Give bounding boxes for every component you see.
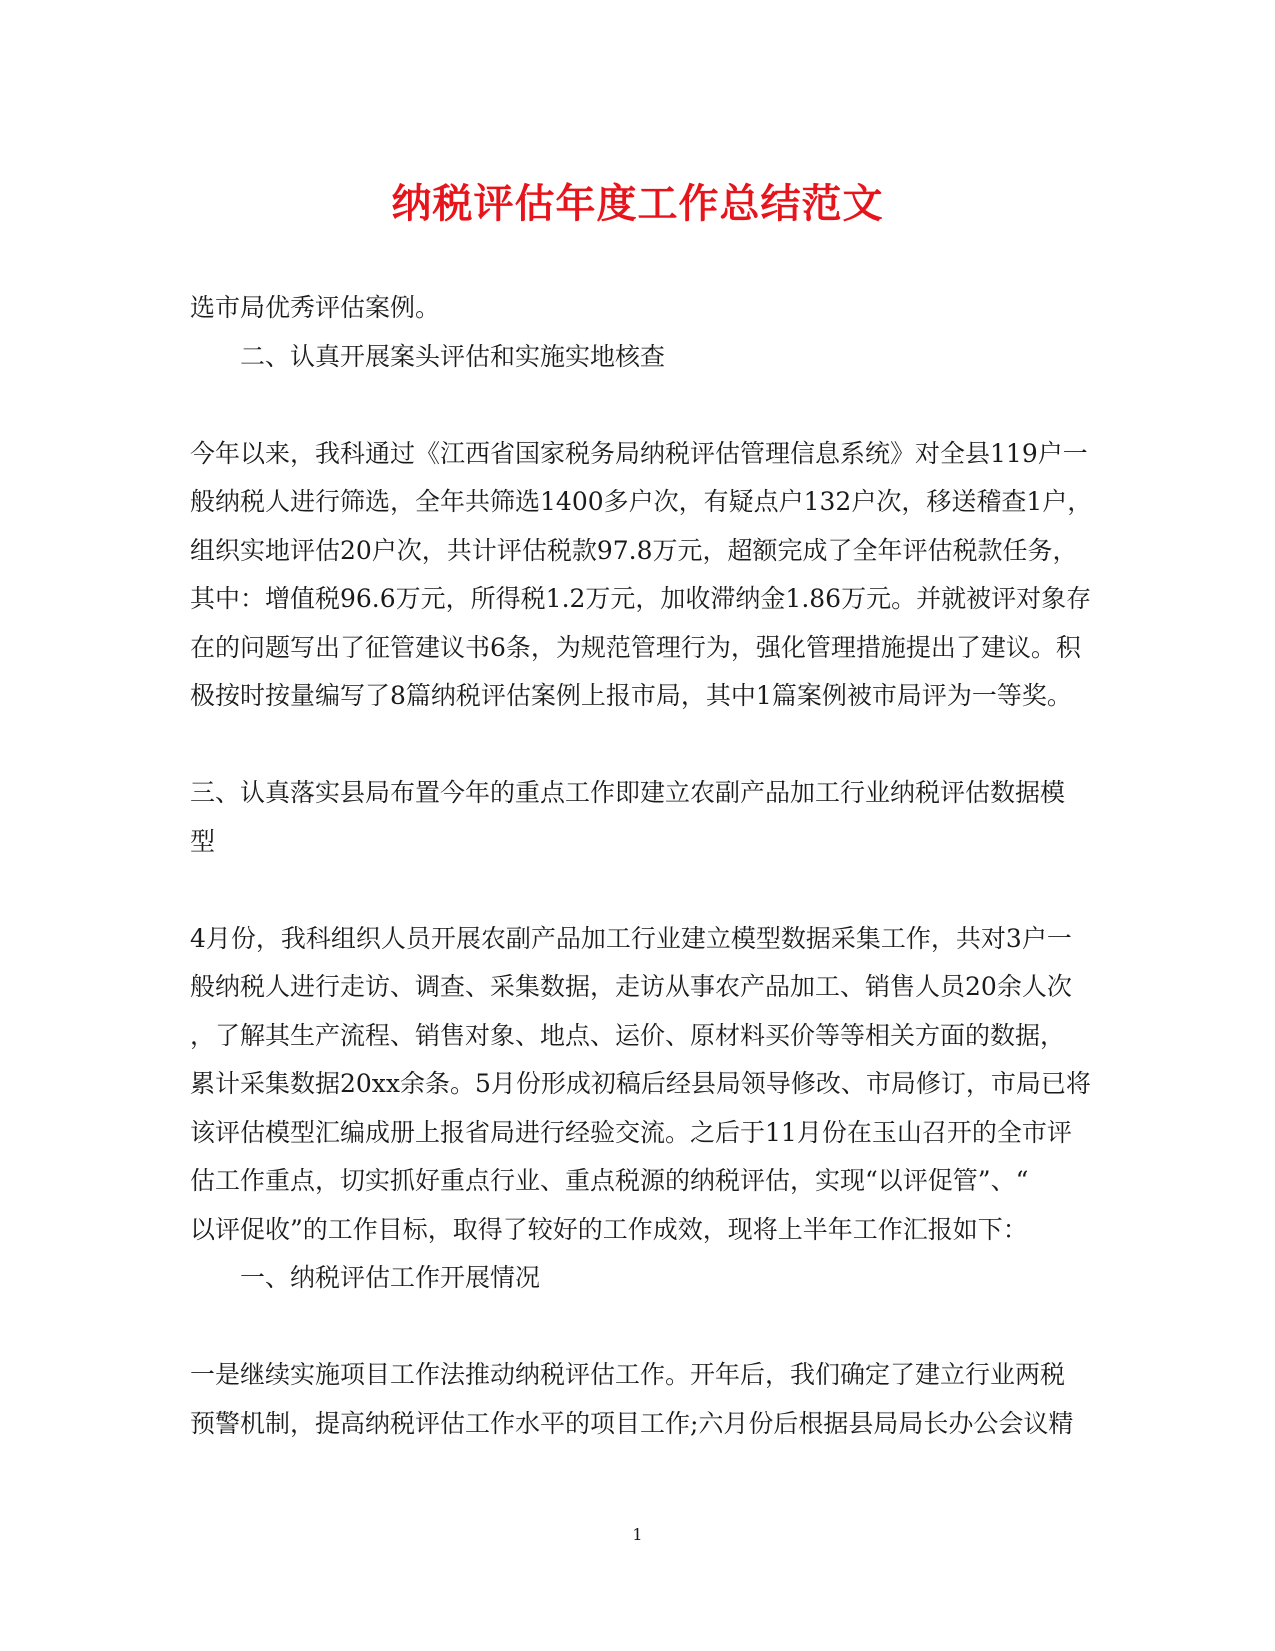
body-line: 选市局优秀评估案例。 — [190, 293, 441, 322]
body-line: 在的问题写出了征管建议书6条，为规范管理行为，强化管理措施提出了建议。积 — [190, 632, 1081, 662]
body-line: 组织实地评估20户次，共计评估税款97.8万元，超额完成了全年评估税款任务， — [190, 535, 1078, 565]
body-line: 今年以来，我科通过《江西省国家税务局纳税评估管理信息系统》对全县119户一 — [190, 438, 1088, 468]
body-line: 其中：增值税96.6万元，所得税1.2万元，加收滞纳金1.86万元。并就被评对象存 — [190, 584, 1092, 613]
section-heading: 二、认真开展案头评估和实施实地核查 — [240, 341, 666, 371]
body-line: 预警机制，提高纳税评估工作水平的项目工作;六月份后根据县局局长办公会议精 — [190, 1408, 1074, 1438]
document-title: 纳税评估年度工作总结范文 — [391, 180, 884, 227]
paragraph-gap — [190, 1303, 1080, 1352]
body-line: 累计采集数据20xx余条。5月份形成初稿后经县局领导修改、市局修订，市局已将 — [190, 1069, 1091, 1098]
document-body — [190, 284, 1093, 1448]
section-heading: 三、认真落实县局布置今年的重点工作即建立农副产品加工行业纳税评估数据模 — [190, 778, 1066, 807]
paragraph-gap — [190, 381, 1080, 430]
body-line: 以评促收”的工作目标，取得了较好的工作成效，现将上半年工作汇报如下： — [190, 1214, 1028, 1244]
page-number: 1 — [632, 1525, 643, 1544]
section-heading: 一、纳税评估工作开展情况 — [240, 1263, 541, 1292]
section-heading-continued: 型 — [190, 826, 216, 856]
body-line: 一是继续实施项目工作法推动纳税评估工作。开年后，我们确定了建立行业两税 — [190, 1360, 1066, 1389]
paragraph-gap — [190, 721, 1080, 770]
body-line: 般纳税人进行筛选，全年共筛选1400多户次，有疑点户132户次，移送稽查1户， — [190, 487, 1093, 516]
body-line: 估工作重点，切实抓好重点行业、重点税源的纳税评估，实现“以评促管”、“ — [190, 1166, 1029, 1195]
body-line: 般纳税人进行走访、调查、采集数据，走访从事农产品加工、销售人员20余人次 — [190, 972, 1072, 1001]
paragraph-gap — [190, 866, 1080, 915]
body-line: 4月份，我科组织人员开展农副产品加工行业建立模型数据采集工作，共对3户一 — [190, 923, 1072, 953]
body-line: 极按时按量编写了8篇纳税评估案例上报市局，其中1篇案例被市局评为一等奖。 — [190, 681, 1072, 710]
body-line: ，了解其生产流程、销售对象、地点、运价、原材料买价等等相关方面的数据， — [190, 1020, 1066, 1050]
body-line: 该评估模型汇编成册上报省局进行经验交流。之后于11月份在玉山召开的全市评 — [190, 1117, 1072, 1147]
